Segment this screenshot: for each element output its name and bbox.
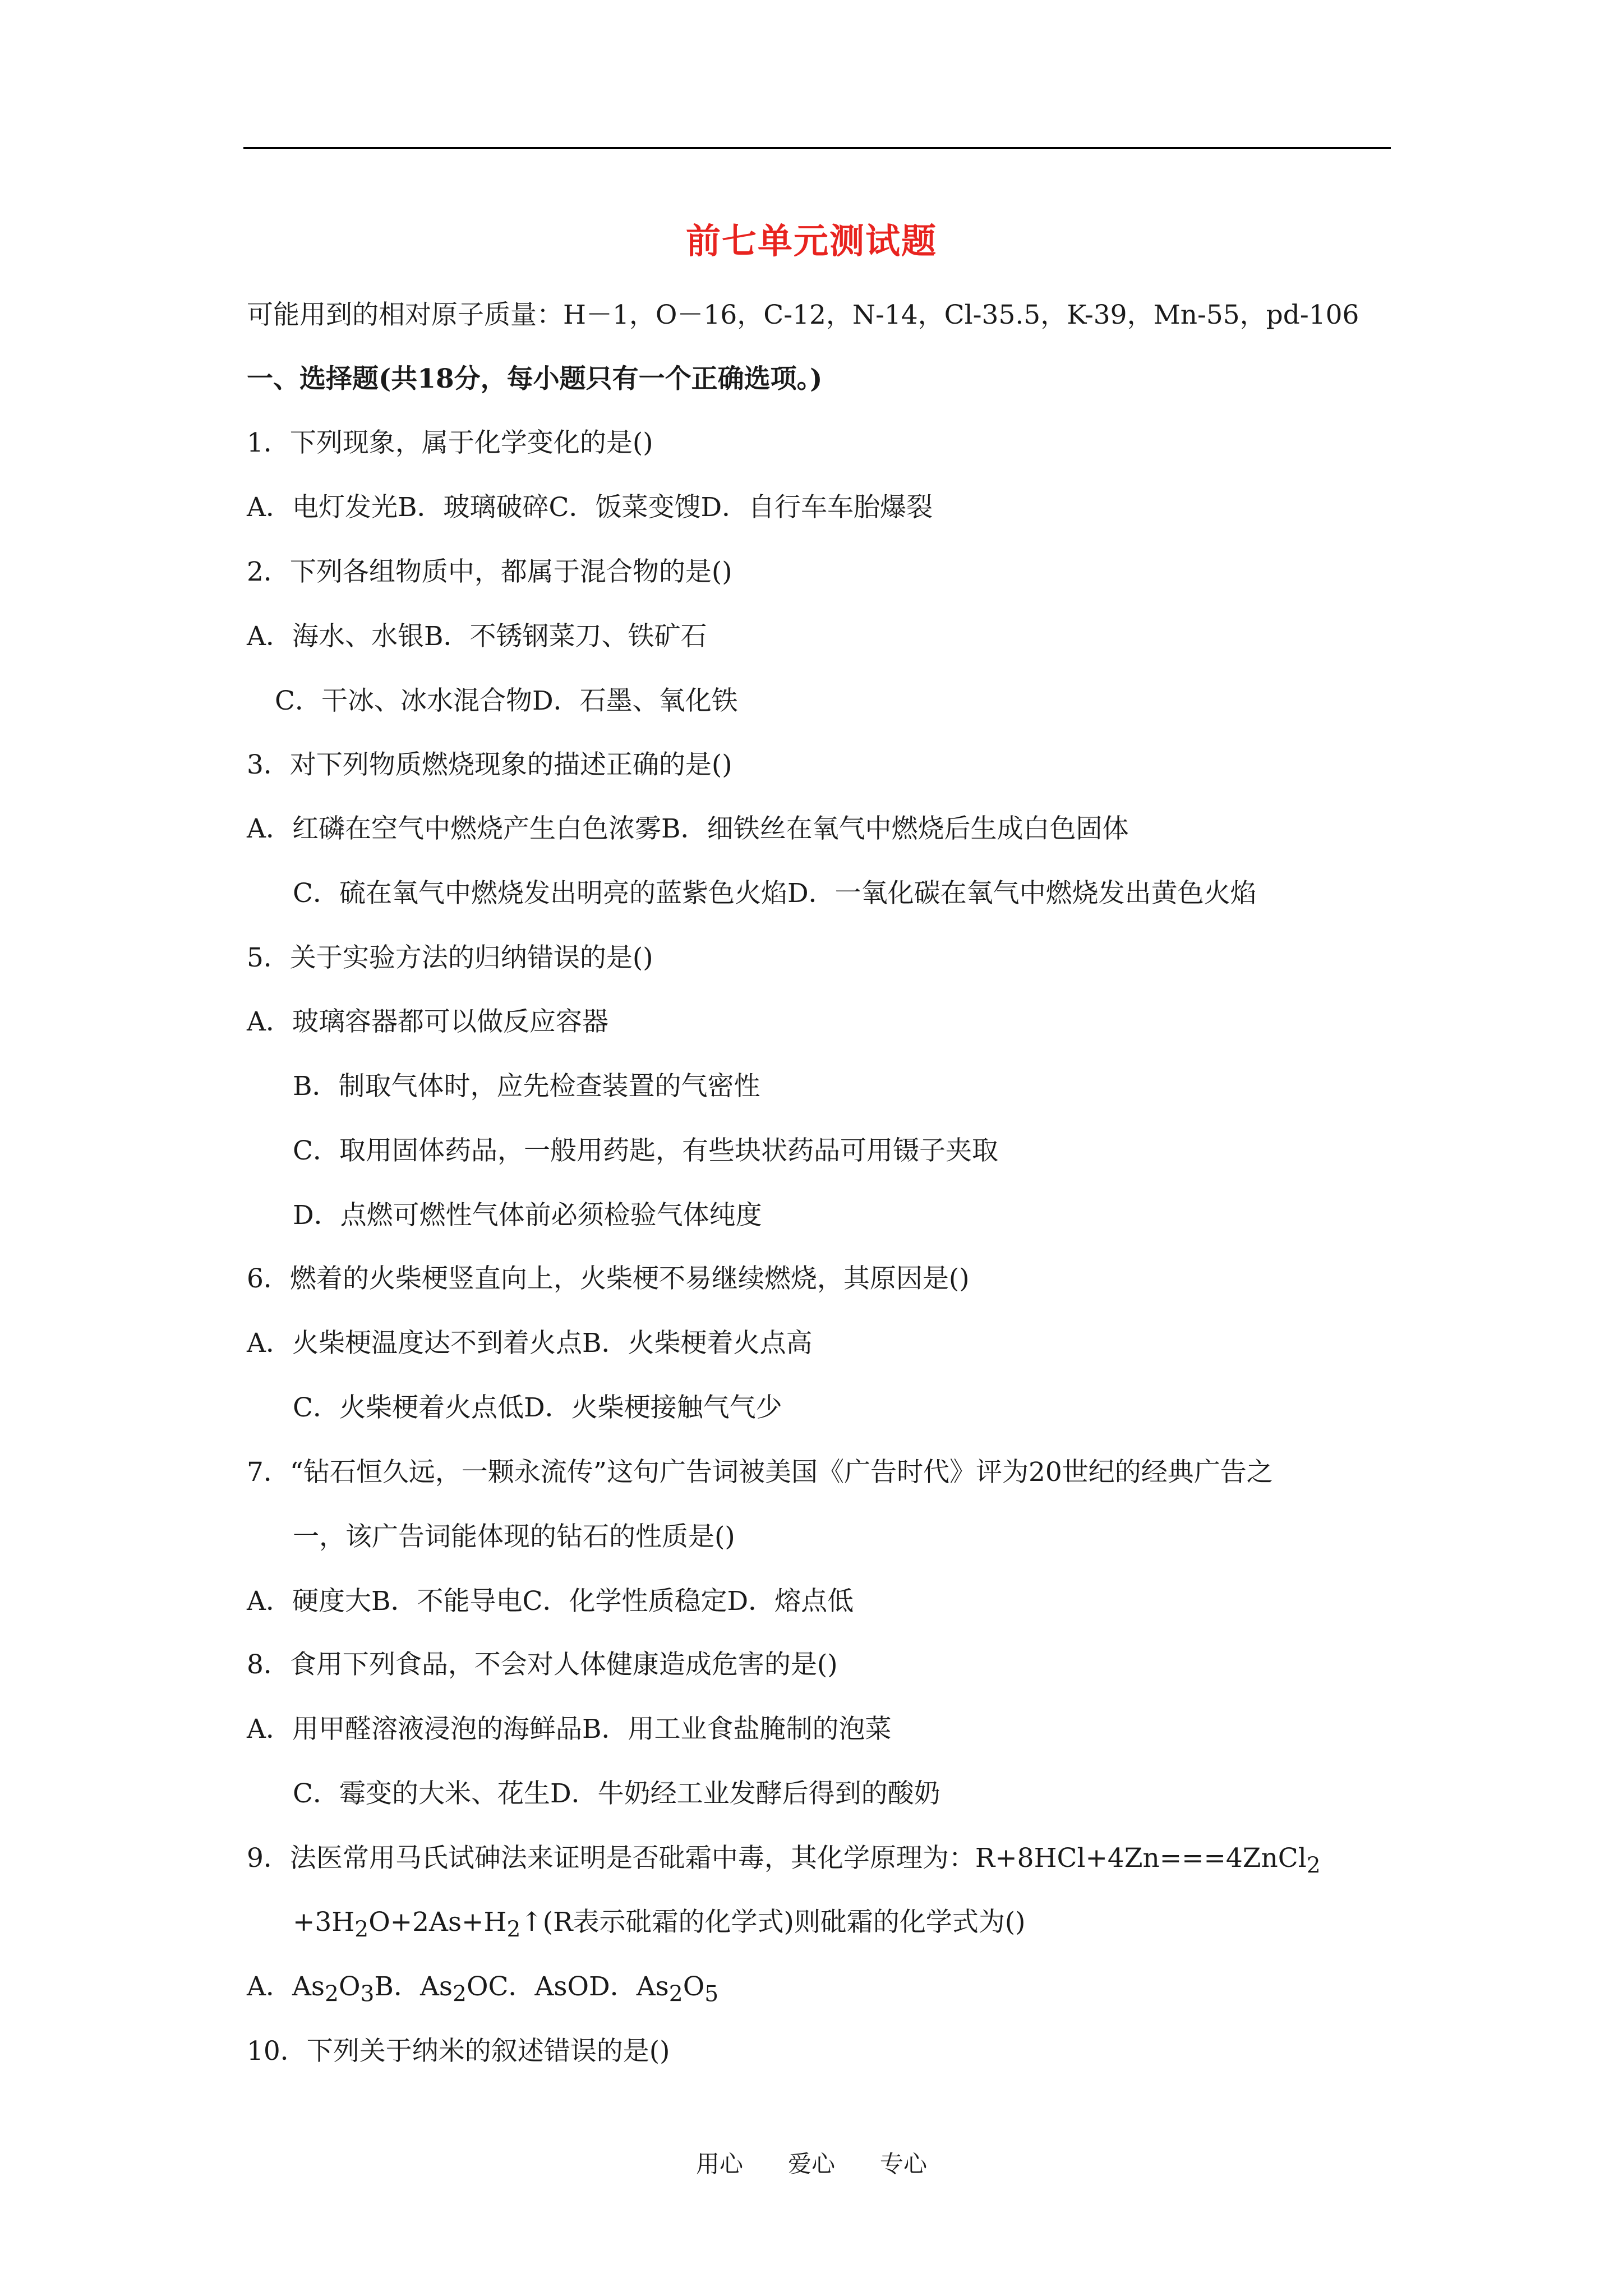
question-8-options-2: C．霉变的大米、花生D．牛奶经工业发酵后得到的酸奶 [293,1778,940,1809]
question-9-options: A．$As_2O_3B$．$As_2OC$．AsOD．$As_2O_5$ [247,1971,719,2007]
question-7-line-2: 一，该广告词能体现的钻石的性质是() [293,1521,735,1552]
question-2-options-2: C．干冰、冰水混合物D．石墨、氧化铁 [275,685,738,716]
question-3-options-2: C．硫在氧气中燃烧发出明亮的蓝紫色火焰D．一氧化碳在氧气中燃烧发出黄色火焰 [293,878,1257,909]
question-8: 8．食用下列食品，不会对人体健康造成危害的是() [247,1649,838,1680]
page-footer [0,2147,1623,2181]
question-5-option-d: D．点燃可燃性气体前必须检验气体纯度 [293,1200,762,1231]
question-3: 3．对下列物质燃烧现象的描述正确的是() [247,749,732,780]
question-7-line-1: 7．“钻石恒久远，一颗永流传”这句广告词被美国《广告时代》评为20世纪的经典广告之 [247,1457,1273,1488]
footer-text-2: 爱心 [787,2150,835,2178]
question-7-options: A．硬度大B．不能导电C．化学性质稳定D．熔点低 [247,1586,854,1617]
question-5-option-c: C．取用固体药品，一般用药匙，有些块状药品可用镊子夹取 [293,1135,998,1166]
question-9-line-2: $+3H_2O+2As+H_2↑(R$表示砒霜的化学式)则砒霜的化学式为() [293,1907,1026,1943]
question-6-options-2: C．火柴梗着火点低D．火柴梗接触气气少 [293,1392,782,1423]
question-2-options-1: A．海水、水银B．不锈钢菜刀、铁矿石 [247,621,707,652]
question-9-line-1: 9．法医常用马氏试砷法来证明是否砒霜中毒，其化学原理为：R+8HCl+4Zn===4ZnCl$_2$ [247,1843,1321,1879]
question-1: 1．下列现象，属于化学变化的是() [247,427,653,458]
question-8-options-1: A．用甲醛溶液浸泡的海鲜品B．用工业食盐腌制的泡菜 [247,1714,892,1745]
section-heading: 一、选择题(共18分，每小题只有一个正确选项。) [247,364,823,394]
question-6-options-1: A．火柴梗温度达不到着火点B．火柴梗着火点高 [247,1328,813,1359]
question-5-option-b: B．制取气体时，应先检查装置的气密性 [293,1071,760,1102]
question-1-options: A．电灯发光B．玻璃破碎C．饭菜变馊D．自行车车胎爆裂 [247,492,933,523]
header-rule [243,147,1391,149]
page-title: 前七单元测试题 [685,220,937,261]
question-5: 5．关于实验方法的归纳错误的是() [247,942,653,973]
question-3-options-1: A．红磷在空气中燃烧产生白色浓雾B．细铁丝在氧气中燃烧后生成白色固体 [247,813,1129,844]
footer-text-1: 用心 [695,2150,743,2178]
atomic-masses: 可能用到的相对原子质量：H－1，O－16，C-12，N-14，Cl-35.5，K-39，Mn-55，pd-106 [247,300,1359,330]
question-6: 6．燃着的火柴梗竖直向上，火柴梗不易继续燃烧，其原因是() [247,1263,970,1294]
question-2: 2．下列各组物质中，都属于混合物的是() [247,556,732,587]
question-5-option-a: A．玻璃容器都可以做反应容器 [247,1006,608,1037]
question-10: 10．下列关于纳米的叙述错误的是() [247,2036,670,2067]
footer-text-3: 专心 [880,2150,928,2178]
